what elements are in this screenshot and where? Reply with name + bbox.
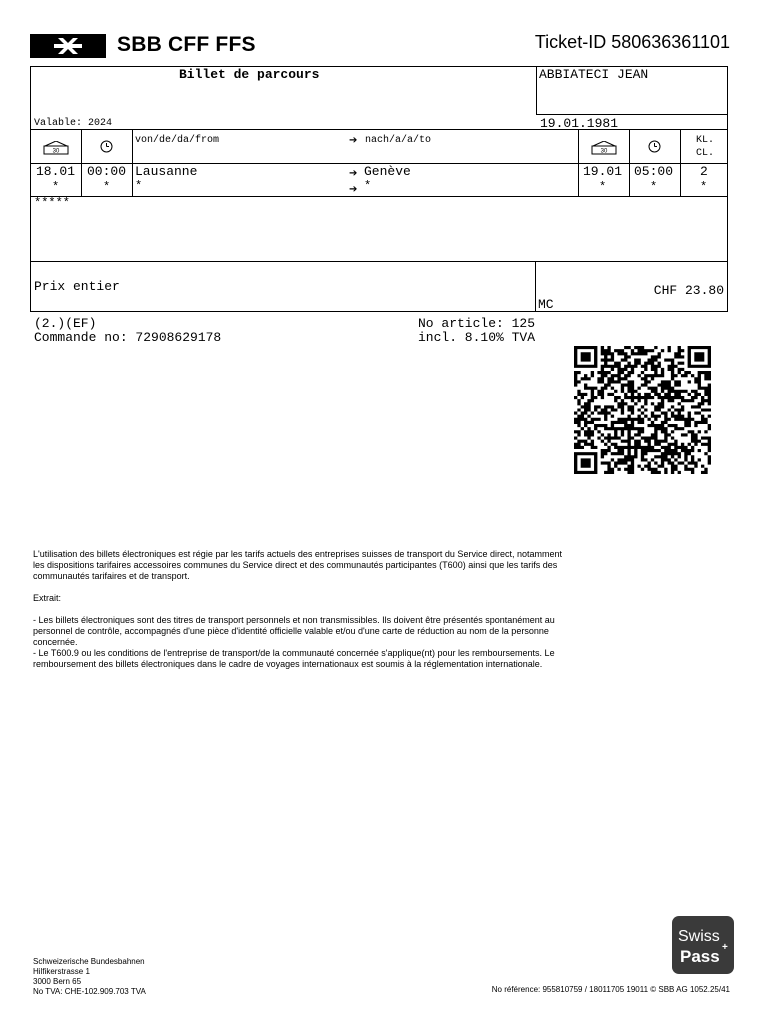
qr-code [574,346,711,474]
legal-paragraph: L'utilisation des billets électroniques est régie par les tarifs actuels des entreprises suisses de transport du Service direct, notamment les dispositions tarifaires accessoires communes du Service direct et des communautés participantes (T600) ainsi que les tarifs des communautés tarifaires et de transport. [33,549,562,581]
departure-date-star: * [52,180,60,194]
footer-street: Hilfikerstrasse 1 [33,967,90,976]
qr-finder-pattern [694,352,704,361]
departure-time-star: * [103,180,111,194]
valid-year: Valable: 2024 [34,118,113,129]
clock-icon [100,140,113,153]
footer-city: 3000 Bern 65 [33,977,82,986]
order-number: Commande no: 72908629178 [34,330,222,345]
arrival-time-star: * [650,180,658,194]
legal-paragraph: - Les billets électroniques sont des titres de transport personnels et non transmissibles. Ils doivent être présentés spontanément au personnel de contrôle, accompagnés d'une pièce d'identité officielle valable et/ou d'une carte de réduction au nom de la personne concernée. [33,615,555,647]
fare-code: (2.)(EF) [34,316,97,331]
departure-date: 18.01 [36,164,76,179]
ticket-id: Ticket-ID 580636361101 [534,32,730,52]
brand-name: SBB CFF FFS [117,33,256,56]
swisspass-word-1: Swiss [678,928,720,945]
clock-icon [648,140,661,153]
travel-class-star: * [700,180,708,194]
sbb-logo-icon [30,34,106,58]
arrival-date: 19.01 [583,164,623,179]
calendar-icon-label: 30 [600,148,608,155]
arrow-right-icon: ➔ [349,184,358,195]
swisspass-plus: + [722,942,728,953]
footer-company: Schweizerische Bundesbahnen [33,957,145,966]
ticket-title: Billet de parcours [179,67,320,82]
destination-star: * [364,179,372,193]
calendar-icon [591,141,617,155]
price-amount: CHF 23.80 [653,283,724,298]
from-label: von/de/da/from [135,135,220,146]
footer-vat: No TVA: CHE-102.909.703 TVA [33,987,146,996]
stars-row: ***** [34,196,71,210]
swisspass-logo [672,916,734,974]
birthdate: 19.01.1981 [540,116,619,131]
origin-station: Lausanne [135,164,198,179]
origin-star: * [135,179,143,193]
footer-address [33,957,146,997]
ticket-frame [30,66,728,312]
vat-info: incl. 8.10% TVA [418,330,536,345]
arrival-date-star: * [599,180,607,194]
article-number: No article: 125 [418,316,536,331]
swisspass-word-2: Pass [680,947,720,966]
price-label: Prix entier [34,279,120,294]
legal-text [33,549,563,670]
travel-class: 2 [700,164,708,179]
class-label-1: KL. [696,135,715,146]
to-label: nach/a/a/to [365,135,432,146]
destination-station: Genève [364,164,411,179]
payment-method: MC [538,297,554,312]
calendar-icon-label: 30 [52,148,60,155]
arrow-right-icon: ➔ [349,135,358,146]
arrival-time: 05:00 [634,164,674,179]
footer-reference: No référence: 955810759 / 18011705 19011 © SBB AG 1052.25/41 [491,985,730,994]
legal-extract-label: Extrait: [33,593,62,603]
arrow-right-icon: ➔ [349,168,358,179]
legal-paragraph: - Le T600.9 ou les conditions de l'entreprise de transport/de la communauté concernée s'applique(nt) pour les remboursements. Le remboursement des billets électroniques dans le cadre de voyages internationaux est soumis à la réglementation internationale. [33,648,555,669]
calendar-icon [43,141,69,155]
qr-finder-pattern [581,352,591,361]
qr-finder-pattern [581,458,591,467]
departure-time: 00:00 [87,164,127,179]
class-label-2: CL. [696,148,715,159]
passenger-name: ABBIATECI JEAN [539,67,649,82]
